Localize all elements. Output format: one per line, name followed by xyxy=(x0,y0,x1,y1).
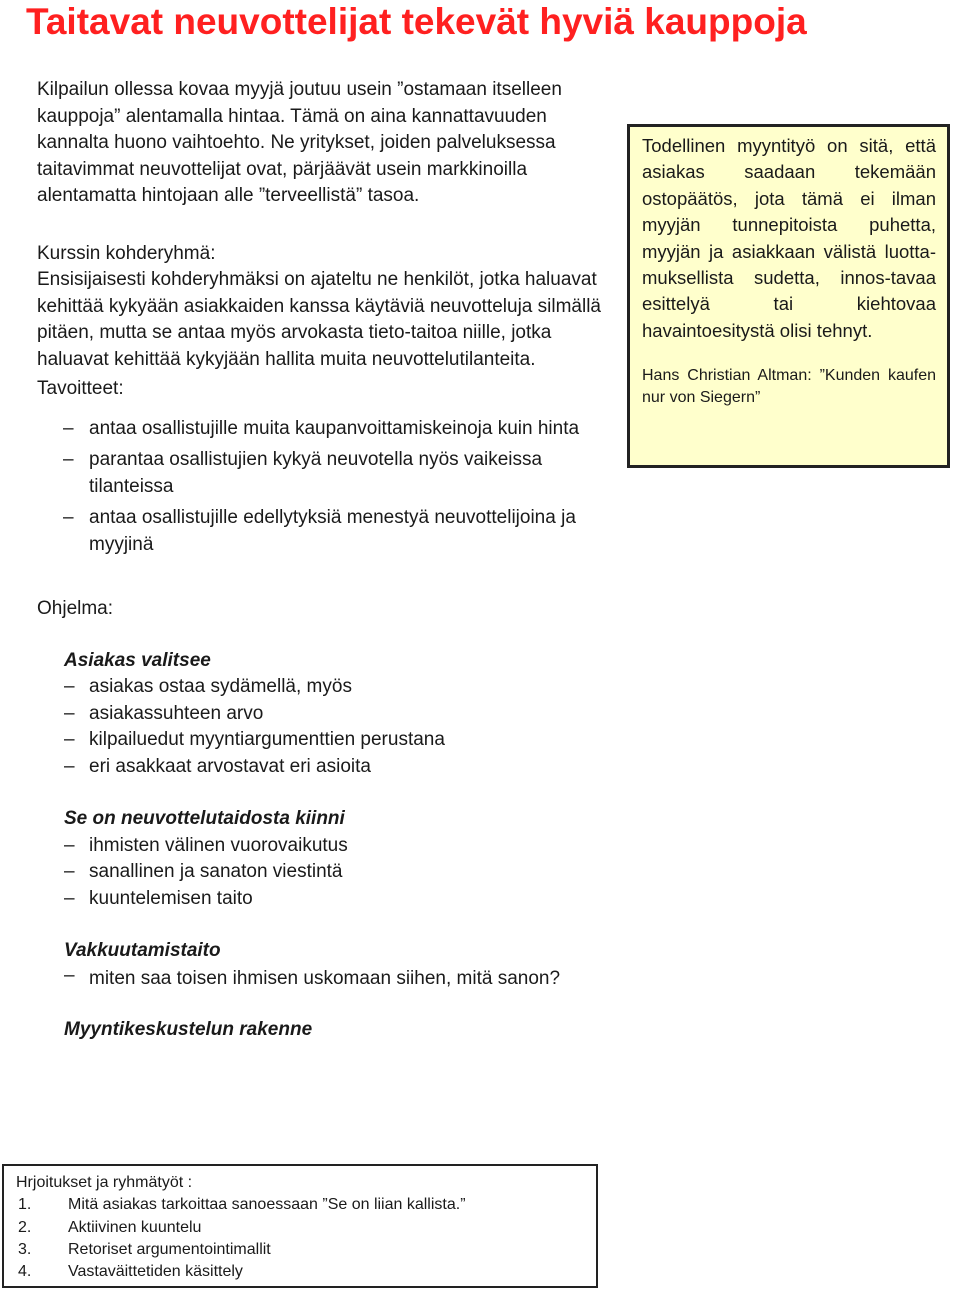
exercise-text: Mitä asiakas tarkoittaa sanoessaan ”Se on liian kallista.” xyxy=(68,1196,466,1214)
exercise-text: Aktiivinen kuuntelu xyxy=(68,1218,202,1236)
exercise-number: 4. xyxy=(18,1263,32,1281)
exercises-box xyxy=(2,1164,598,1288)
exercise-number: 1. xyxy=(18,1196,32,1214)
goal-item: – antaa osallistujille edellytyksiä menestyä neuvottelijoina ja myyjinä xyxy=(37,505,622,558)
target-group-text: Ensisijaisesti kohderyhmäksi on ajateltu ne henkilöt, jotka haluavat kehittää kykyään asiakkaiden kanssa käytäviä neuvotteluja silmällä pitäen, mutta se antaa myös arvokasta tieto-taitoa niille, jotka haluavat kehittää kykyjään hallita muita neuvottelutilanteita. xyxy=(37,269,601,370)
list-item: – sanallinen ja sanaton viestintä xyxy=(64,859,617,886)
list-item: – eri asakkaat arvostavat eri asioita xyxy=(64,754,617,781)
target-group-label: Kurssin kohderyhmä: xyxy=(37,242,216,264)
program-section xyxy=(64,938,617,990)
intro-paragraph: Kilpailun ollessa kovaa myyjä joutuu usein ”ostamaan itselleen kauppoja” alentamalla hintaa. Tämä on aina kannattavuuden kannalta huono vaihtoehto. Ne yritykset, joiden palveluksessa taitavimmat neuvottelijat ovat, pärjäävät usein markkinoilla alentamatta hintojaan alle ”terveellistä” tasoa. xyxy=(37,79,562,206)
list-item: – asiakas ostaa sydämellä, myös xyxy=(64,674,617,701)
sidebox-text: Todellinen myyntityö on sitä, että asiakas saadaan tekemään ostopäätös, jota tämä ei ilman myyjän tunnepitoista puhetta, myyjän ja asiakkaan välistä luotta-muksellista sudetta, innos-tavaa esittelyä tai kiehtovaa havaintoesitystä olisi tehnyt. xyxy=(642,135,936,341)
exercise-item xyxy=(16,1239,596,1261)
exercise-number: 2. xyxy=(18,1218,32,1236)
list-item: – miten saa toisen ihmisen uskomaan siihen, mitä sanon? xyxy=(64,965,617,990)
list-item: – kuuntelemisen taito xyxy=(64,886,617,913)
program-section xyxy=(64,1017,617,1044)
section-list xyxy=(64,965,617,990)
exercise-item xyxy=(16,1194,596,1216)
section-title: Asiakas valitsee xyxy=(64,649,211,671)
exercise-text: Vastaväittetiden käsittely xyxy=(68,1263,243,1281)
section-title: Vakkuutamistaito xyxy=(64,940,221,961)
exercise-number: 3. xyxy=(18,1240,32,1258)
goal-item: – parantaa osallistujien kykyä neuvotella nyös vaikeissa tilanteissa xyxy=(37,447,622,500)
page-title: Taitavat neuvottelijat tekevät hyviä kauppoja xyxy=(26,1,807,42)
sidebox-quote: Hans Christian Altman: ”Kunden kaufen nur von Siegern” xyxy=(642,367,936,407)
exercise-item xyxy=(16,1261,596,1283)
goals-list xyxy=(37,416,622,559)
main-content xyxy=(37,77,617,1043)
list-item: – asiakassuhteen arvo xyxy=(64,701,617,728)
program-section xyxy=(64,648,617,781)
goal-item: – antaa osallistujille muita kaupanvoittamiskeinoja kuin hinta xyxy=(37,416,622,443)
exercises-title: Hrjoitukset ja ryhmätyöt : xyxy=(16,1174,193,1191)
goals-label: Tavoitteet: xyxy=(37,378,124,399)
quote-sidebox xyxy=(627,124,950,468)
section-title: Myyntikeskustelun rakenne xyxy=(64,1018,313,1040)
section-title: Se on neuvottelutaidosta kiinni xyxy=(64,808,345,829)
program-section xyxy=(64,806,617,912)
section-list xyxy=(64,833,617,913)
exercise-text: Retoriset argumentointimallit xyxy=(68,1240,271,1258)
list-item: – kilpailuedut myyntiargumenttien perustana xyxy=(64,727,617,754)
exercises-list xyxy=(16,1194,596,1283)
exercise-item xyxy=(16,1217,596,1239)
list-item: – ihmisten välinen vuorovaikutus xyxy=(64,833,617,860)
program-label: Ohjelma: xyxy=(37,598,114,619)
section-list xyxy=(64,674,617,780)
